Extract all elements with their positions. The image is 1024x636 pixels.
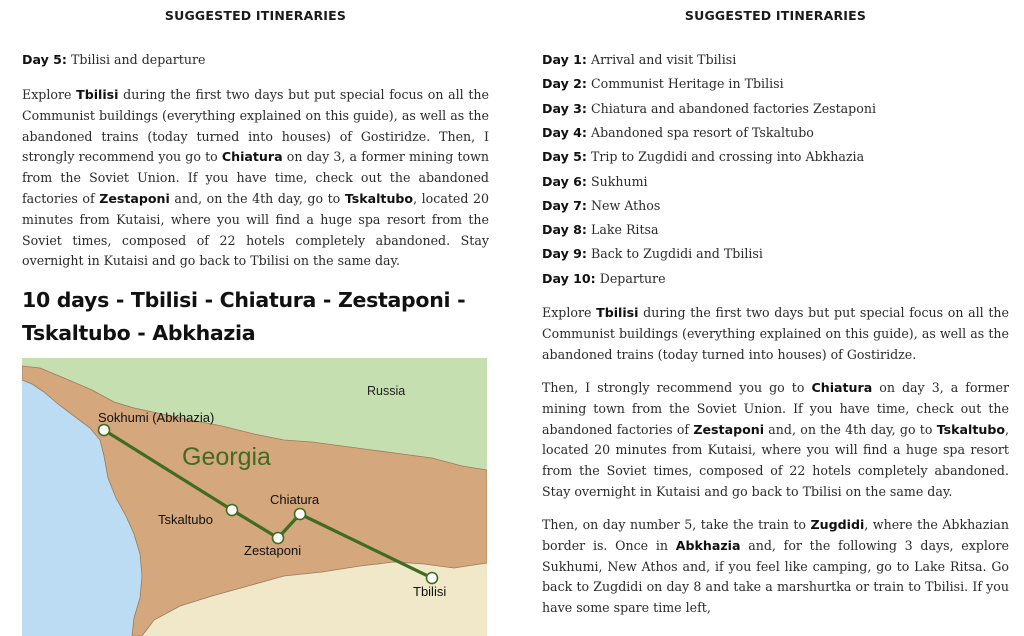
chiatura-marker	[295, 509, 306, 520]
day-label: Day 3:	[542, 100, 587, 116]
bold-place: Chiatura	[221, 149, 283, 165]
text-run: Then, on day number 5, take the train to	[542, 517, 811, 532]
day-text: Lake Ritsa	[590, 222, 659, 238]
text-run: and, on the 4th day, go to	[764, 421, 937, 437]
left-page	[22, 0, 489, 636]
map-svg	[22, 358, 487, 636]
bold-place: Chiatura	[811, 380, 873, 395]
page-header: SUGGESTED ITINERARIES	[164, 8, 347, 23]
bold-place: Zugdidi	[810, 517, 865, 532]
day-label: Day 10:	[542, 270, 596, 286]
day-text: Departure	[599, 270, 666, 286]
day-item	[542, 99, 1009, 119]
right-page	[542, 0, 1009, 636]
text-run: on day 3, a former mining town from the Soviet Union. If you have time, check out the abandoned factories of	[22, 149, 489, 206]
tbilisi-marker	[427, 573, 438, 584]
paragraph-abkhazia	[542, 515, 1009, 619]
text-run: during the first two days but put special focus on all the Communist buildings (everything explained on this guide), as well as the abandoned trains (today turned into houses) of Gostiridze. Then, I strongly recommend you go to	[22, 87, 489, 165]
text-run: and, on the 4th day, go to	[169, 190, 345, 206]
text-run: Explore	[22, 87, 77, 102]
text-run: Then, I strongly recommend you go to	[542, 380, 812, 395]
day-label: Day 9:	[542, 246, 587, 262]
day-item	[542, 123, 1009, 143]
bold-place: Tskaltubo	[344, 190, 414, 206]
day-item	[542, 172, 1009, 192]
tskaltubo-marker	[227, 505, 238, 516]
text-run: during the first two days but put special focus on all the Communist buildings (everything explained on this guide), as well as the abandoned trains (today turned into houses) of Gostiridze.	[542, 305, 1009, 362]
day-label: Day 1:	[542, 52, 587, 67]
text-run: , where the Abkhazian border is. Once in	[542, 517, 1009, 553]
day-text: Arrival and visit Tbilisi	[590, 52, 737, 67]
day-text: Communist Heritage in Tbilisi	[590, 76, 784, 92]
day-text: Tbilisi and departure	[70, 52, 206, 67]
bold-place: Tbilisi	[596, 305, 639, 320]
day-item	[542, 269, 1009, 289]
text-run: on day 3, a former mining town from the Soviet Union. If you have time, check out the abandoned factories of	[542, 380, 1009, 437]
page-header: SUGGESTED ITINERARIES	[684, 8, 867, 23]
chiatura-label: Chiatura	[270, 492, 320, 507]
bold-place: Abkhazia	[675, 537, 741, 553]
day-item	[542, 196, 1009, 216]
day-item	[542, 74, 1009, 94]
sokhumi-label: Sokhumi (Abkhazia)	[98, 410, 215, 425]
itinerary-paragraph	[22, 85, 489, 272]
day-item	[542, 50, 1009, 70]
day-text: Abandoned spa resort of Tskaltubo	[590, 124, 814, 140]
day-text: Sukhumi	[590, 173, 648, 189]
day-item	[542, 220, 1009, 240]
bold-place: Zestaponi	[99, 190, 170, 206]
text-run: , located 20 minutes from Kutaisi, where you will find a huge spa resort from the Soviet times, composed of 22 hotels completely abandoned. Stay overnight in Kutaisi and go back to Tbilisi on the same day.	[22, 190, 489, 269]
day-label: Day 6:	[542, 173, 587, 189]
tbilisi-label: Tbilisi	[413, 584, 447, 599]
day-label: Day 8:	[542, 222, 587, 238]
day-text: Chiatura and abandoned factories Zestaponi	[590, 100, 876, 116]
day-text: New Athos	[590, 197, 661, 213]
sokhumi-marker	[99, 425, 110, 436]
tskaltubo-label: Tskaltubo	[158, 512, 213, 527]
route-title: 10 days - Tbilisi - Chiatura - Zestaponi - Tskaltubo - Abkhazia	[22, 288, 466, 345]
paragraph-explore	[542, 303, 1009, 365]
day-item	[542, 244, 1009, 264]
russia-label: Russia	[367, 384, 406, 398]
bold-place: Tbilisi	[76, 87, 119, 102]
zestaponi-marker	[273, 533, 284, 544]
day-5-line	[22, 50, 489, 70]
day-label: Day 2:	[542, 76, 587, 92]
paragraph-chiatura	[542, 378, 1009, 503]
bold-place: Zestaponi	[693, 421, 765, 437]
georgia-route-map	[22, 358, 487, 636]
zestaponi-label: Zestaponi	[244, 543, 302, 558]
text-run: Explore	[542, 305, 597, 320]
text-run: and, for the following 3 days, explore Sukhumi, New Athos and, if you feel like camping, go to Lake Ritsa. Go back to Zugdidi on day 8 and take a marshurtka or train to Tbilisi. If you have some spare time left,	[542, 537, 1009, 616]
day-text: Back to Zugdidi and Tbilisi	[590, 246, 763, 262]
day-label: Day 5:	[22, 52, 67, 67]
day-label: Day 4:	[542, 124, 587, 140]
text-run: , located 20 minutes from Kutaisi, where you will find a huge spa resort from the Soviet times, composed of 22 hotels completely abandoned. Stay overnight in Kutaisi and go back to Tbilisi on the same day.	[542, 421, 1010, 499]
day-label: Day 5:	[542, 149, 587, 165]
georgia-label: Georgia	[182, 443, 271, 471]
day-label: Day 7:	[542, 197, 587, 213]
day-item	[542, 147, 1009, 167]
bold-place: Tskaltubo	[936, 421, 1005, 437]
day-text: Trip to Zugdidi and crossing into Abkhazia	[590, 149, 865, 165]
